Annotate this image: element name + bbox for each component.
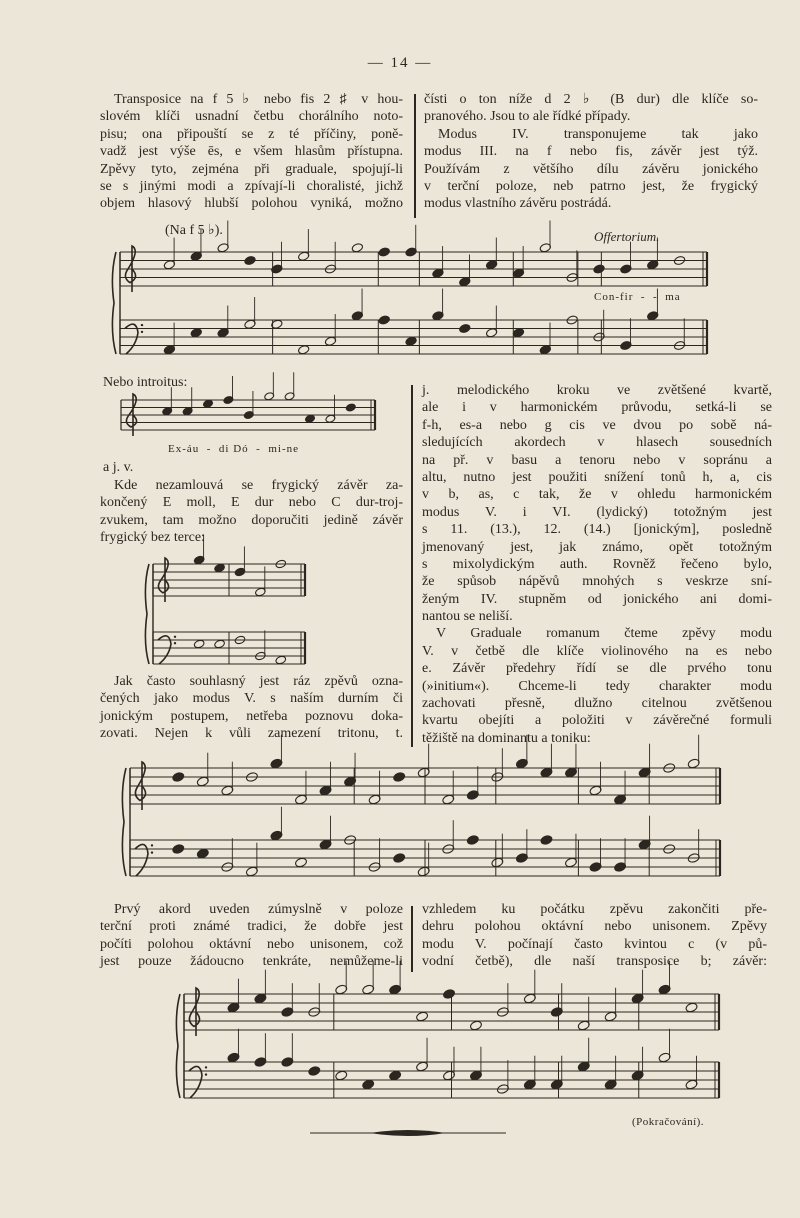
note-head (203, 399, 214, 408)
note-head (345, 403, 356, 412)
text-line: vadž jest výše ēs, e všem hlasům přístupna. (100, 144, 403, 160)
lyrics-introit: Ex-áu - di Dó - mi-ne (168, 443, 299, 455)
note-head (362, 1079, 375, 1090)
paragraph-bottom-right (422, 901, 767, 971)
continued-note: (Pokračování). (632, 1116, 705, 1128)
note-head (416, 1011, 429, 1022)
text-line: končený E moll, E dur nebo C dur-troj- (100, 495, 403, 511)
music-example-cadence (122, 760, 722, 888)
note-head (193, 639, 205, 649)
text-line: čených jako modus V. s naším durním či (100, 691, 403, 707)
note-head (459, 323, 471, 333)
text-line: kvartu obejíti a položiti v závěrečné formuli (422, 713, 772, 729)
text-line: počíti polohou oktávní nebo unisonem, což (100, 936, 403, 952)
text-line: modu V. počínají často kvintou c (v pů- (422, 936, 767, 952)
note-head (389, 1070, 402, 1081)
text-line: modus III. na f nebo fis, závěr jest týž. (424, 144, 758, 160)
bass-clef-dot (141, 324, 143, 326)
text-line: ale i v harmonickém průvodu, setká-li se (422, 400, 772, 416)
text-line: e. Závěr předehry řídí se dle prvého tonu (422, 661, 772, 677)
text-line: V. v četbě dle klíče violinového na es nebo (422, 643, 772, 659)
text-line: j. melodického kroku ve zvětšené kvartě, (422, 383, 772, 398)
text-line: se s jinými modi a zpívají-li choralisté, jichž (100, 178, 403, 194)
text-line: Transposice na f 5 ♭ nebo fis 2 ♯ v hou- (114, 92, 403, 107)
text-line: vzhledem ku počátku zpěvu zakončiti pře- (422, 902, 767, 917)
note-head (214, 639, 226, 649)
text-line: na př. v basu a tenoru nebo v sopránu a (422, 452, 772, 468)
note-head (378, 315, 390, 325)
paragraph-top-right (424, 91, 758, 213)
text-line: zvukem, tam možno doporučiti jedině závěr (100, 512, 403, 528)
note-head (393, 853, 406, 864)
bass-clef-dot (151, 851, 153, 853)
lyrics-offertorium: Con-fir - - ma (594, 291, 681, 303)
text-line: v terční poloze, neb patrno jest, že frygický (424, 178, 758, 194)
music-example-offertorium (112, 246, 712, 364)
text-line: zovati. Nejen k vůli zamezení tritonu, t. (100, 726, 403, 742)
text-line: Prvý akord uveden zúmyslně v poloze (114, 902, 403, 917)
text-line: vodní četbě), dle naší transposice b; závěr: (422, 954, 767, 970)
bass-clef-dot (205, 1066, 207, 1068)
note-head (172, 772, 185, 783)
note-head (275, 655, 287, 665)
bass-clef-dot (205, 1073, 207, 1075)
text-line: dehru polohou oktávní nebo unisonem. Zpěvy (422, 919, 767, 935)
text-line: modus vlastního závěru postrádá. (424, 196, 612, 212)
introit-heading: Nebo introitus: (103, 375, 188, 390)
note-head (442, 989, 455, 1000)
note-head (393, 772, 406, 783)
note-head (378, 247, 390, 257)
bass-clef-dot (174, 642, 176, 644)
note-head (405, 336, 417, 346)
note-head (335, 1070, 348, 1081)
brace (176, 994, 180, 1098)
bass-clef-dot (151, 844, 153, 846)
note-head (593, 264, 605, 274)
text-line: V Graduale romanum čteme zpěvy modu (436, 626, 772, 642)
note-head (308, 1066, 321, 1077)
text-line: Modus IV. transponujeme tak jako (438, 126, 758, 142)
paragraph-bottom-left (100, 901, 403, 971)
note-head (294, 857, 307, 868)
brace (122, 768, 126, 876)
text-line: pranového. Jsou to ale řídké případy. (424, 109, 631, 125)
text-line: frygický bez terce: (100, 530, 205, 546)
example-caption: (Na f 5 ♭). (165, 223, 223, 238)
brace (112, 252, 116, 354)
text-line: Kde nezamlouvá se frygický závěr za- (114, 478, 403, 493)
note-head (469, 1020, 482, 1031)
paragraph-lower-left (100, 673, 403, 743)
note-head (244, 255, 256, 265)
note-head (196, 848, 209, 859)
paragraph-top-left (100, 91, 403, 213)
page-number: — 14 — (367, 55, 433, 71)
paragraph-mid-left (100, 477, 403, 547)
note-head (351, 243, 363, 253)
text-line: s 11. (13.), 12. (14.) [jonickým], posledně (422, 522, 772, 538)
text-line: nantou se neliší. (422, 609, 513, 625)
text-line: s mixolydickým auth. Rovněž řečeno bylo, (422, 556, 772, 572)
text-line: slovém klíči usnadní četbu chorálního noto- (100, 109, 403, 125)
column-rule (411, 906, 413, 972)
text-line: ženým IV. stupněm od jonického ani domi- (422, 591, 772, 607)
note-head (512, 328, 524, 338)
text-line: objem hlasový hlubší polohou vyniká, možno (100, 196, 403, 212)
note-head (305, 414, 316, 423)
text-line: čísti o ton níže d 2 ♭ (B dur) dle klíče so- (424, 92, 758, 107)
text-line: Zpěvy tyto, zejména při graduale, spojují-li (100, 161, 403, 177)
music-example-introit (113, 398, 375, 438)
note-head (466, 835, 479, 846)
note-head (214, 563, 226, 573)
column-rule (411, 385, 413, 747)
ornament-divider (310, 1127, 506, 1139)
text-line: těžiště na dominantu a toniku: (422, 730, 591, 746)
text-line: (»initium«). Chceme-li tedy charakter modu (422, 678, 772, 694)
bass-clef-dot (141, 331, 143, 333)
note-head (172, 844, 185, 855)
etc-text: a j. v. (103, 460, 134, 475)
example-title: Offertorium. (594, 229, 660, 244)
text-line: Používám z většího dílu závěru jonického (424, 161, 758, 177)
text-line: že spůsob nápěvů mnohých s veskrze sní- (422, 574, 772, 590)
text-line: sledujících akordech v hlasech sousedních (422, 435, 772, 451)
text-line: altu, nutno jest použiti snížení tonů h, a, cis (422, 469, 772, 485)
text-line: jonickým postupem, netřeba poznovu doka- (100, 708, 403, 724)
music-example-phrygian (145, 556, 307, 666)
text-line: v b, as, c tak, že v ohledu harmonickém (422, 487, 772, 503)
text-line: jest pouze žádoucno tenkráte, nemůžeme-li (100, 954, 403, 970)
text-line: terční proti známé tradici, že dobře jest (100, 919, 403, 935)
music-example-final (176, 986, 721, 1102)
text-line: Jak často souhlasný jest ráz zpěvů ozna- (114, 674, 403, 689)
note-head (540, 835, 553, 846)
text-line: f-h, es-a nebo g cis ve dvou po sobě ná- (422, 417, 772, 433)
text-line: zachovati přesně, dlužno citelnou zvětšenou (422, 696, 772, 712)
paragraph-right-long (422, 382, 772, 747)
text-line: modus V. i VI. (lydický) totožným jest (422, 504, 772, 520)
bass-clef-dot (174, 636, 176, 638)
column-rule (414, 94, 416, 218)
brace (145, 564, 149, 664)
text-line: pisu; ona připouští se z té příčiny, poně- (100, 126, 403, 142)
note-head (298, 345, 310, 355)
text-line: jmenovaný jest, jak známo, opět totožným (422, 539, 772, 555)
note-head (685, 1002, 698, 1013)
note-head (190, 328, 202, 338)
